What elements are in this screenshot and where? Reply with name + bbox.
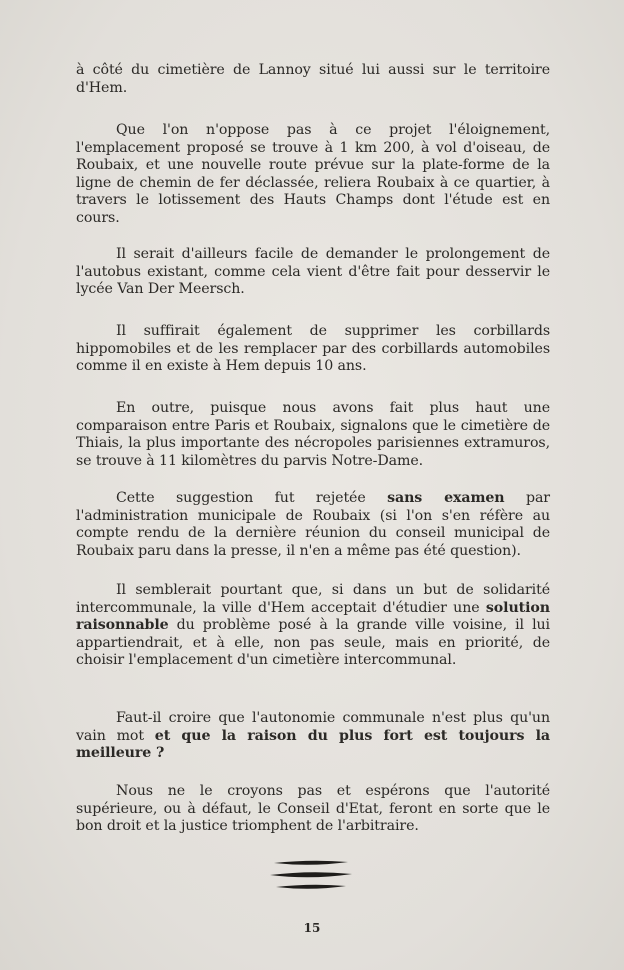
paragraph-conclusion [76,783,550,836]
paragraph-autobus [76,246,550,299]
paragraph-solidarite [76,582,550,670]
body-text: par l'administration municipale de Roubaix (si l'on s'en réfère au compte rendu de la dernière réunion du conseil municipal de Roubaix paru dans la presse, il n'en a même pas été question). [76,490,550,559]
body-text: Que l'on n'oppose pas à ce projet l'éloignement, l'emplacement proposé se trouve à 1 km 200, à vol d'oiseau, de Roubaix, et une nouvelle route prévue sur la plate-forme de la ligne de chemin de fer déclassée, reliera Roubaix à ce quartier, à travers le lotissement des Hauts Champs dont l'étude est en cours. [76,122,550,226]
body-text: du problème posé à la grande ville voisine, il lui appartiendrait, et à elle, non pas seule, mais en priorité, de choisir l'emplacement d'un cimetière intercommunal. [76,617,550,669]
body-text: Cette suggestion fut rejetée [116,490,388,506]
body-text: En outre, puisque nous avons fait plus haut une comparaison entre Paris et Roubaix, signalons que le cimetière de Thiais, la plus importante des nécropoles parisiennes extramuros, se trouve à 11 kilomètres du parvis Notre-Dame. [76,400,550,469]
emphasis-text: sans examen [387,490,505,506]
paragraph-suggestion [76,490,550,560]
page-number: 15 [303,921,321,935]
paragraph-comparaison [76,400,550,470]
body-text: à côté du cimetière de Lannoy situé lui aussi sur le territoire d'Hem. [76,62,550,96]
emphasis-text: solution raisonnable [76,599,550,634]
paragraph-emplacement [76,122,550,228]
body-text: Il suffirait également de supprimer les corbillards hippomobiles et de les remplacer par des corbillards automobiles comme il en existe à Hem depuis 10 ans. [76,323,550,375]
emphasis-text: et que la raison du plus fort est toujours la meilleure ? [76,727,551,762]
paragraph-corbillards [76,323,550,376]
body-text: Faut-il croire que l'autonomie communale n'est plus qu'un vain mot [76,710,550,744]
body-text: Nous ne le croyons pas et espérons que l'autorité supérieure, ou à défaut, le Conseil d'Etat, feront en sorte que le bon droit et la justice triomphent de l'arbitraire. [76,783,550,835]
body-text: Il serait d'ailleurs facile de demander le prolongement de l'autobus existant, comme cela vient d'être fait pour desservir le lycée Van Der Meersch. [76,246,550,298]
paragraph-autonomie [76,710,550,763]
body-text: Il semblerait pourtant que, si dans un but de solidarité intercommunale, la ville d'Hem acceptait d'étudier une [76,582,550,616]
paragraph-continuation [76,62,550,97]
triple-dash-ornament-icon [268,857,354,893]
